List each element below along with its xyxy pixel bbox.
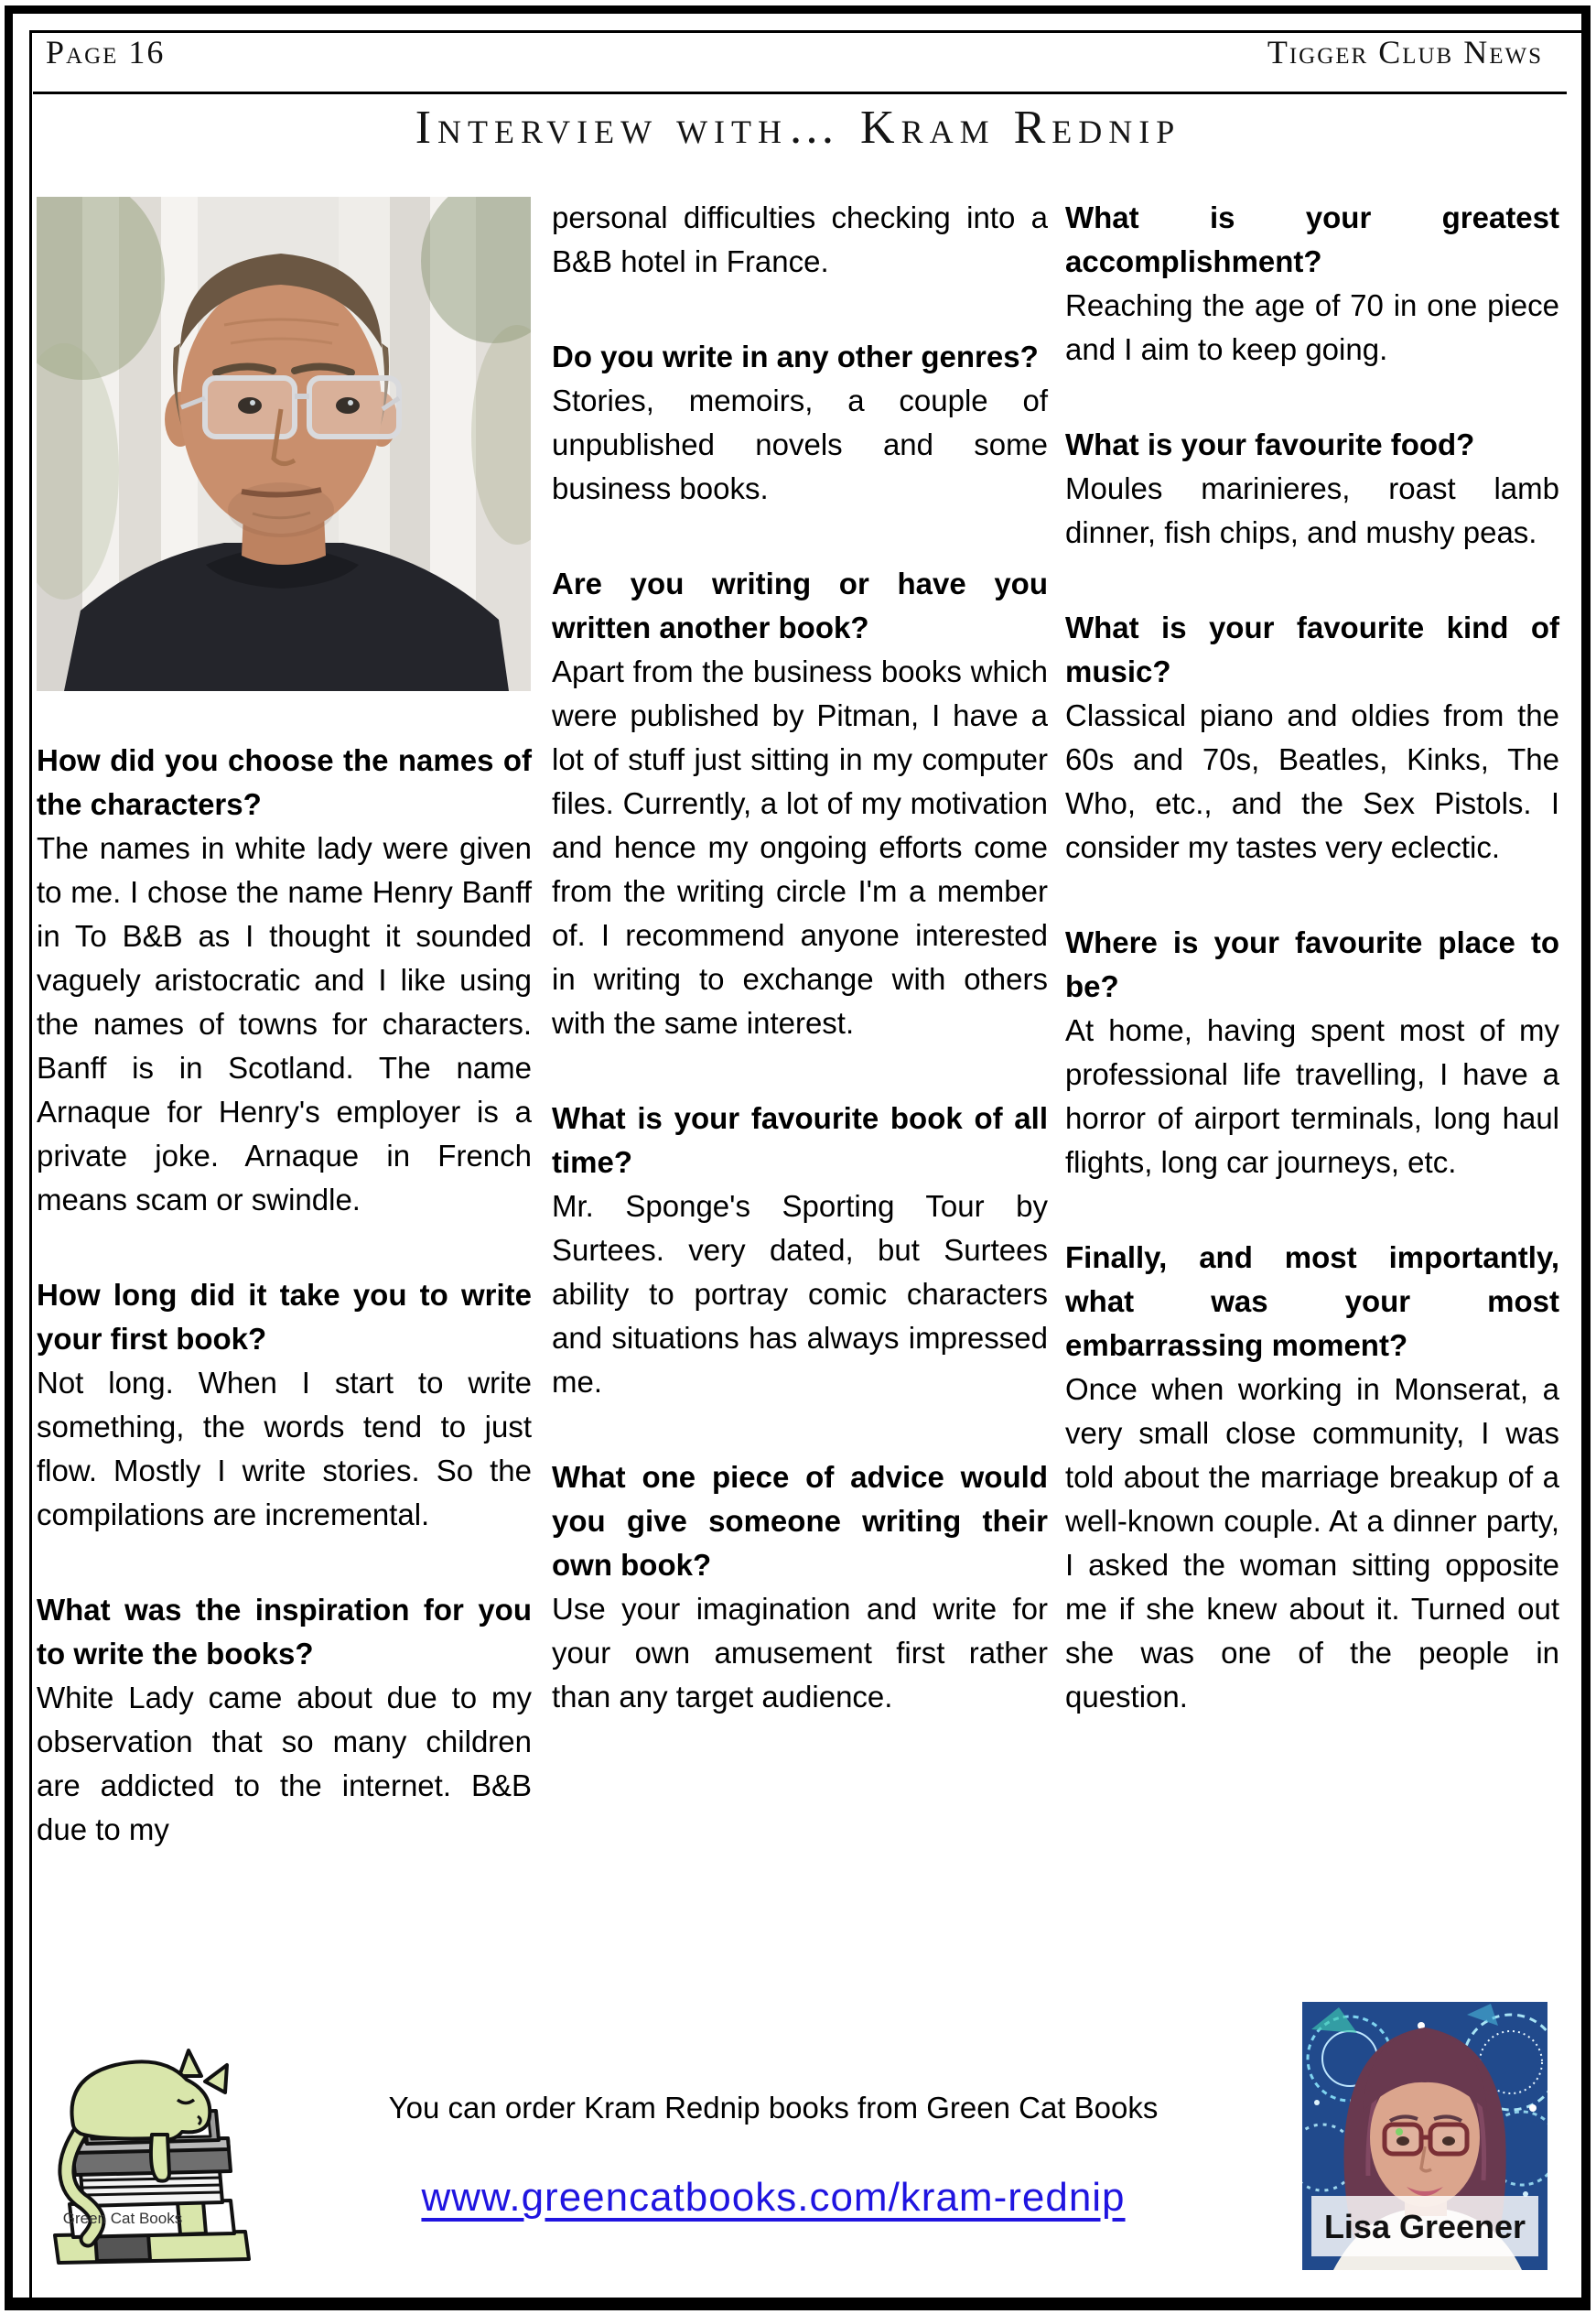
question: How did you choose the names of the characters? [37, 743, 532, 821]
qa-block [37, 1588, 532, 1852]
qa-block [552, 1455, 1048, 1719]
qa-block [37, 1273, 532, 1537]
answer: Apart from the business books which were published by Pitman, I have a lot of stuff just sitting in my computer files. Currently, a lot of my motivation and hence my ongoing efforts come from the writing circle I'm a member of. I recommend anyone interested in writing to exchange with others with the same interest. [552, 654, 1048, 1040]
answer: Stories, memoirs, a couple of unpublished novels and some business books. [552, 384, 1048, 505]
question: What is your favourite kind of music? [1065, 611, 1559, 688]
question: How long did it take you to write your first book? [37, 1278, 532, 1356]
page-number: Page 16 [46, 34, 166, 70]
lisa-greener-photo [1302, 2002, 1547, 2270]
question: What is your greatest accomplishment? [1065, 200, 1559, 278]
question: What is your favourite book of all time? [552, 1101, 1048, 1179]
question: Are you writing or have you written another book? [552, 567, 1048, 644]
masthead: Tigger Club News [1267, 34, 1543, 70]
footer-order-info [275, 2091, 1272, 2221]
qa-block [552, 562, 1048, 1045]
question: What was the inspiration for you to write the books? [37, 1593, 532, 1671]
qa-block [1065, 423, 1559, 555]
qa-block [1065, 196, 1559, 372]
answer: Classical piano and oldies from the 60s and 70s, Beatles, Kinks, The Who, etc., and the Sex Pistols. I consider my tastes very eclectic. [1065, 698, 1559, 864]
answer: Moules marinieres, roast lamb dinner, fish chips, and mushy peas. [1065, 471, 1559, 549]
answer: Not long. When I start to write something, the words tend to just flow. Mostly I write stories. So the compilations are incremental. [37, 1366, 532, 1531]
website-link[interactable]: www.greencatbooks.com/kram-rednip [421, 2175, 1126, 2220]
qa-block [552, 1097, 1048, 1404]
question: Where is your favourite place to be? [1065, 925, 1559, 1003]
answer-continuation: personal difficulties checking into a B&B hotel in France. [552, 200, 1048, 278]
answer: Mr. Sponge's Sporting Tour by Surtees. very dated, but Surtees ability to portray comic characters and situations has always impressed me. [552, 1189, 1048, 1399]
interviewee-portrait-photo [37, 197, 531, 691]
question: Do you write in any other genres? [552, 340, 1039, 373]
logo-book-label: Green Cat Books [62, 2210, 183, 2227]
green-cat-books-logo [42, 2038, 260, 2266]
answer: Use your imagination and write for your own amusement first rather than any target audience. [552, 1592, 1048, 1714]
qa-block [1065, 606, 1559, 870]
qa-block [552, 335, 1048, 511]
qa-block [37, 739, 532, 1222]
answer: At home, having spent most of my professional life travelling, I have a horror of airport terminals, long haul flights, long car journeys, etc. [1065, 1013, 1559, 1179]
question: What one piece of advice would you give someone writing their own book? [552, 1460, 1048, 1582]
column-2 [552, 196, 1048, 1770]
answer: White Lady came about due to my observation that so many children are addicted to the internet. B&B due to my [37, 1681, 532, 1846]
header-divider [33, 92, 1567, 94]
column-1 [37, 197, 532, 1903]
question: What is your favourite food? [1065, 427, 1475, 461]
question: Finally, and most importantly, what was your most embarrassing moment? [1065, 1240, 1559, 1362]
answer: The names in white lady were given to me. I chose the name Henry Banff in To B&B as I thought it sounded vaguely aristocratic and I like using the names of towns for characters. Banff is in Scotland. The name Arnaque for Henry's employer is a private joke. Arnaque in French means scam or swindle. [37, 831, 532, 1216]
answer: Once when working in Monserat, a very small close community, I was told about the marriage breakup of a well-known couple. At a dinner party, I asked the woman sitting opposite me if she knew about it. Turned out she was one of the people in question. [1065, 1372, 1559, 1714]
qa-block [1065, 921, 1559, 1184]
order-text: You can order Kram Rednip books from Green Cat Books [388, 2091, 1159, 2125]
glasses [181, 378, 399, 437]
article-title: Interview with… Kram Rednip [415, 102, 1181, 154]
answer: Reaching the age of 70 in one piece and I aim to keep going. [1065, 288, 1559, 366]
photo-caption: Lisa Greener [1323, 2208, 1526, 2245]
qa-block [1065, 1236, 1559, 1719]
qa-block [552, 196, 1048, 284]
column-3 [1065, 196, 1559, 1770]
